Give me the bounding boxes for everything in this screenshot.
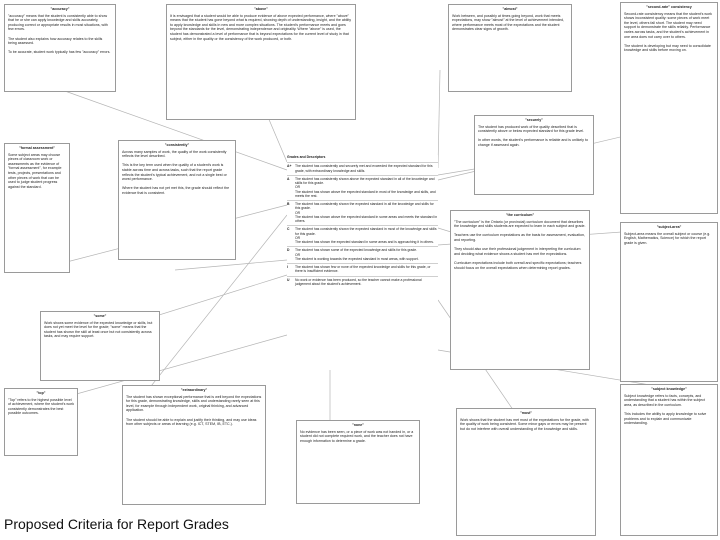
box-some: [40, 311, 160, 381]
box-formal-assessment-body: Some subject areas may choose pieces of classroom work or assessments as the evidence of "formal assessment", for example tests, projects, presentations and other pieces of work that can be used to judge student progress against the standard.: [8, 152, 62, 189]
box-second-rate-body: Second-rate consistency means that the student's work shows inconsistent quality: some pieces of work meet the level, others fall short. The student may need support to demonstrate the skills reliably. Performance varies across tasks, and the student's achievement in one area does not carry over to others. The student is developing but may need to consolidate knowledge and skills before moving on.: [624, 11, 712, 53]
grade-descriptor: The student has consistently shown the expected standard in all the knowledge and skills for this grade. OR The student has shown above the expected standard in some areas and meets the standard in others.: [295, 202, 438, 223]
box-consistently-body: Across many samples of work, the quality of the work consistently reflects the level described. This is the key term used when the quality of a student's work is stable across time and across tasks, such that the report grade reflects the student's typical achievement, and not a single best or worst performance. Where the student has not yet met this, the grade should reflect the evidence that is consistent.: [122, 149, 230, 195]
box-extraordinary-title: "extraordinary": [180, 388, 208, 392]
grade-row: [287, 162, 438, 175]
grade-row: [287, 175, 438, 200]
box-above: [166, 4, 356, 120]
box-almost: [448, 4, 572, 92]
grade-row: [287, 225, 438, 246]
box-accuracy-title: "accuracy": [50, 7, 70, 11]
grade-letter: B: [287, 202, 290, 206]
box-above-title: "above": [254, 7, 268, 11]
box-top: [4, 388, 78, 456]
box-subject-knowledge-body: Subject knowledge refers to facts, concepts, and understanding that a student has within the subject area, as described in the curriculum. This includes the ability to apply knowledge to solve problems and to explain and communicate understanding.: [624, 393, 707, 426]
box-formal-assessment-title: "formal assessment": [19, 146, 55, 150]
grade-letter: I: [287, 265, 288, 269]
box-most-title: "most": [520, 411, 532, 415]
grade-letter: D: [287, 248, 290, 253]
grade-row: [287, 200, 438, 225]
box-some-title: "some": [93, 314, 107, 318]
box-top-body: "Top" refers to the highest possible level of achievement, where the student's work consistently demonstrates the best possible outcomes.: [8, 397, 75, 416]
box-securely: [474, 115, 594, 195]
box-accuracy-body: "accuracy" means that the student is consistently able to show that he or she can apply knowledge and skills accurately, producing correct or appropriate results in most situations, with few errors. The student also explains how accuracy relates to the skills being assessed. To be accurate, student work typically has few "accuracy" errors.: [8, 13, 111, 55]
box-some-body: Work shows some evidence of the expected knowledge or skills, but does not yet meet the level for the grade; "some" means that the student has shown the skill at least once but not consistently across tasks, and may require support.: [44, 320, 153, 339]
box-extraordinary-body: The student has shown exceptional performance that is well beyond the expectations for this grade, demonstrating knowledge, skills and understanding rarely seen at this level, for example through independent work, original thinking, and advanced application. The student should be able to explain and justify their thinking, and may use ideas from other subjects or areas of learning (e.g. ICT, STEM, IB, ETC.).: [126, 394, 262, 427]
grades-table: [287, 155, 438, 370]
grade-descriptor: The student has consistently shown above the expected standard in all of the knowledge and skills for this grade. OR The student has shown above the expected standard in most of the knowledge and skills, and meets the rest.: [295, 176, 436, 198]
grade-descriptor: No work or evidence has been produced, so the teacher cannot make a professional judgement about the student's achievement.: [295, 277, 422, 286]
grade-descriptor: The student has consistently and securely met and exceeded the expected standard for this grade, with extraordinary knowledge and skills.: [295, 164, 433, 173]
box-subject-area-body: Subject-area means the overall subject or course (e.g. English, Mathematics, Science) for which the report grade is given.: [624, 231, 711, 245]
box-extraordinary: [122, 385, 266, 505]
grade-row: [287, 263, 438, 276]
grades-heading: Grades and Descriptors: [287, 155, 326, 159]
box-almost-body: Work between, and possibly at times going beyond, work that meets expectations, may show "almost" at the level of achievement intended, where performance meets most of the expectations and the student demonstrates clear signs of growth.: [452, 13, 565, 32]
box-the-curriculum-body: "The curriculum" is the Ontario (or provincial) curriculum document that describes the knowledge and skills students are expected to learn in each subject and grade. Teachers use the curriculum expectations as the basis for assessment, evaluation, and reporting. They should also use their professional judgement in interpreting the curriculum and deciding what evidence shows a student has met the expectations. Curriculum expectations include both overall and specific expectations; teachers should focus on the overall expectations when determining report grades.: [454, 219, 586, 270]
box-the-curriculum-title: "the curriculum": [505, 213, 535, 217]
grade-row: [287, 276, 438, 289]
box-most-body: Work shows that the student has met most of the expectations for the grade, with the quality of work being consistent. Some minor gaps or errors may be present but do not interfere with overall understanding of the knowledge and skills.: [460, 417, 589, 431]
box-subject-knowledge-title: "subject knowledge": [651, 387, 687, 391]
box-none-title: "none": [352, 423, 364, 427]
box-consistently-title: "consistently": [164, 143, 190, 147]
box-top-title: "top": [36, 391, 46, 395]
grade-letter: A+: [287, 164, 292, 169]
grade-descriptor: The student has shown some of the expected knowledge and skills for this grade. OR The student is working towards the expected standard in most areas, with support.: [295, 248, 419, 261]
box-second-rate: [620, 2, 718, 214]
box-above-body: It is envisaged that a student would be able to produce evidence of above expected performance, where "above" means that the student has gone beyond what is required, showing depth of understanding, insight, and the ability to apply knowledge and skills in new and more complex situations. The student's performance meets and goes beyond the standards for the level, demonstrating independence and originality. Where "above" is used, the student has demonstrated a level of performance that is beyond expectations for the current level of study in that subject, either in the quality or the consistency of the work produced, or both.: [170, 13, 352, 41]
box-none: [296, 420, 420, 504]
box-subject-area: [620, 222, 718, 382]
grade-letter: U: [287, 277, 290, 282]
grade-descriptor: The student has shown few or none of the expected knowledge and skills for this grade, or there is insufficient evidence.: [295, 265, 431, 274]
box-consistently: [118, 140, 236, 260]
page-title: Proposed Criteria for Report Grades: [4, 516, 229, 532]
box-none-body: No evidence has been seen, or a piece of work was not handed in, or a student did not complete required work, and the teacher does not have enough information to determine a grade.: [300, 429, 414, 443]
box-the-curriculum: [450, 210, 590, 370]
grade-descriptor: The student has consistently shown the expected standard in most of the knowledge and skills for this grade. OR The student has shown the expected standard in some areas and is approaching it in others.: [295, 227, 437, 244]
box-second-rate-title: "second-rate" consistency: [646, 5, 692, 9]
box-securely-title: "securely": [525, 118, 543, 122]
grade-letter: C: [287, 227, 290, 232]
box-accuracy: [4, 4, 116, 92]
box-subject-knowledge: [620, 384, 718, 536]
box-subject-area-title: "subject-area": [656, 225, 682, 229]
box-most: [456, 408, 596, 536]
box-formal-assessment: [4, 143, 70, 273]
grade-row: [287, 246, 438, 263]
box-almost-title: "almost": [502, 7, 518, 11]
grade-letter: A: [287, 176, 290, 181]
box-securely-body: The student has produced work of the quality described that is consistently above or below expected standard for this grade level. In other words, the student's performance is reliable and is unlikely to change if assessed again.: [478, 124, 588, 147]
